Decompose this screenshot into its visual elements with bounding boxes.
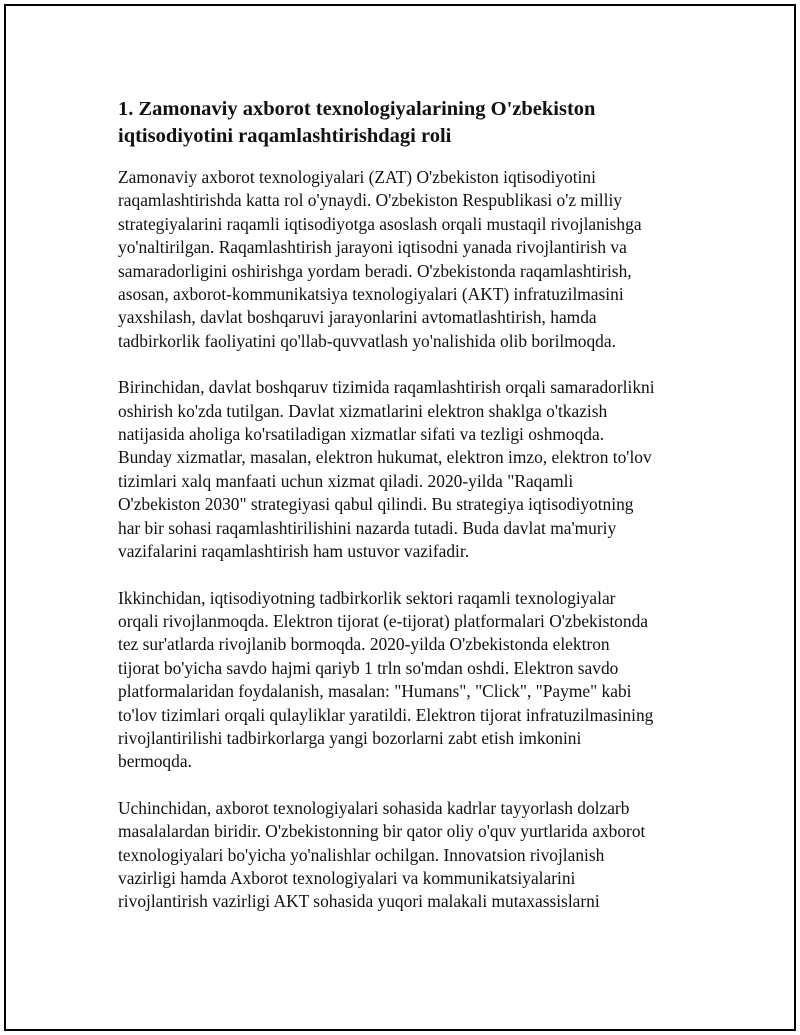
- text-line: bermoqda.: [118, 751, 192, 772]
- text-line: to'lov tizimlari orqali qulayliklar yaratildi. Elektron tijorat infratuzilmasining: [118, 704, 654, 725]
- text-line: har bir sohasi raqamlashtirilishini nazarda tutadi. Buda davlat ma'muriy: [118, 517, 617, 538]
- text-line: oshirish ko'zda tutilgan. Davlat xizmatlarini elektron shaklga o'tkazish: [118, 400, 608, 421]
- text-line: Uchinchidan, axborot texnologiyalari sohasida kadrlar tayyorlash dolzarb: [118, 797, 630, 818]
- heading-line: iqtisodiyotini raqamlashtirishdagi roli: [118, 125, 452, 147]
- section-heading: [118, 96, 698, 150]
- text-line: Bunday xizmatlar, masalan, elektron hukumat, elektron imzo, elektron to'lov: [118, 447, 652, 468]
- text-line: yo'naltirilgan. Raqamlashtirish jarayoni iqtisodni yanada rivojlantirish va: [118, 237, 627, 258]
- text-line: Ikkinchidan, iqtisodiyotning tadbirkorlik sektori raqamli texnologiyalar: [118, 587, 616, 608]
- text-line: tez sur'atlarda rivojlanib bormoqda. 2020-yilda O'zbekistonda elektron: [118, 634, 610, 655]
- text-line: raqamlashtirishda katta rol o'ynaydi. O'zbekiston Respublikasi o'z milliy: [118, 190, 622, 211]
- paragraph-first-point: [118, 376, 698, 563]
- text-line: O'zbekiston 2030" strategiyasi qabul qilindi. Bu strategiya iqtisodiyotning: [118, 494, 634, 515]
- text-line: tijorat bo'yicha savdo hajmi qariyb 1 trln so'mdan oshdi. Elektron savdo: [118, 657, 619, 678]
- text-line: natijasida aholiga ko'rsatiladigan xizmatlar sifati va tezligi oshmoqda.: [118, 424, 605, 445]
- text-line: asosan, axborot-kommunikatsiya texnologiyalari (AKT) infratuzilmasini: [118, 284, 624, 305]
- document-content: [118, 96, 698, 937]
- heading-line: 1. Zamonaviy axborot texnologiyalarining O'zbekiston: [118, 98, 596, 120]
- paragraph-intro: [118, 166, 698, 353]
- text-line: yaxshilash, davlat boshqaruvi jarayonlarini avtomatlashtirish, hamda: [118, 307, 597, 328]
- text-line: tizimlari xalq manfaati uchun xizmat qiladi. 2020-yilda "Raqamli: [118, 470, 574, 491]
- text-line: strategiyalarini raqamli iqtisodiyotga asoslash orqali mustaqil rivojlanishga: [118, 213, 642, 234]
- text-line: platformalaridan foydalanish, masalan: "Humans", "Click", "Payme" kabi: [118, 681, 632, 702]
- page-frame: [4, 4, 796, 1031]
- text-line: rivojlantirilishi tadbirkorlarga yangi bozorlarni zabt etish imkonini: [118, 727, 582, 748]
- text-line: orqali rivojlanmoqda. Elektron tijorat (e-tijorat) platformalari O'zbekistonda: [118, 610, 648, 631]
- text-line: Birinchidan, davlat boshqaruv tizimida raqamlashtirish orqali samaradorlikni: [118, 377, 655, 398]
- text-line: rivojlantirish vazirligi AKT sohasida yuqori malakali mutaxassislarni: [118, 891, 600, 912]
- paragraph-second-point: [118, 587, 698, 774]
- text-line: Zamonaviy axborot texnologiyalari (ZAT) O'zbekiston iqtisodiyotini: [118, 167, 596, 187]
- text-line: vazifalarini raqamlashtirish ham ustuvor vazifadir.: [118, 541, 470, 562]
- text-line: tadbirkorlik faoliyatini qo'llab-quvvatlash yo'nalishida olib borilmoqda.: [118, 330, 616, 351]
- text-line: texnologiyalari bo'yicha yo'nalishlar ochilgan. Innovatsion rivojlanish: [118, 844, 605, 865]
- text-line: samaradorligini oshirishga yordam beradi. O'zbekistonda raqamlashtirish,: [118, 260, 632, 281]
- text-line: masalalardan biridir. O'zbekistonning bir qator oliy o'quv yurtlarida axborot: [118, 821, 646, 842]
- text-line: vazirligi hamda Axborot texnologiyalari va kommunikatsiyalarini: [118, 867, 576, 888]
- paragraph-third-point: [118, 797, 698, 914]
